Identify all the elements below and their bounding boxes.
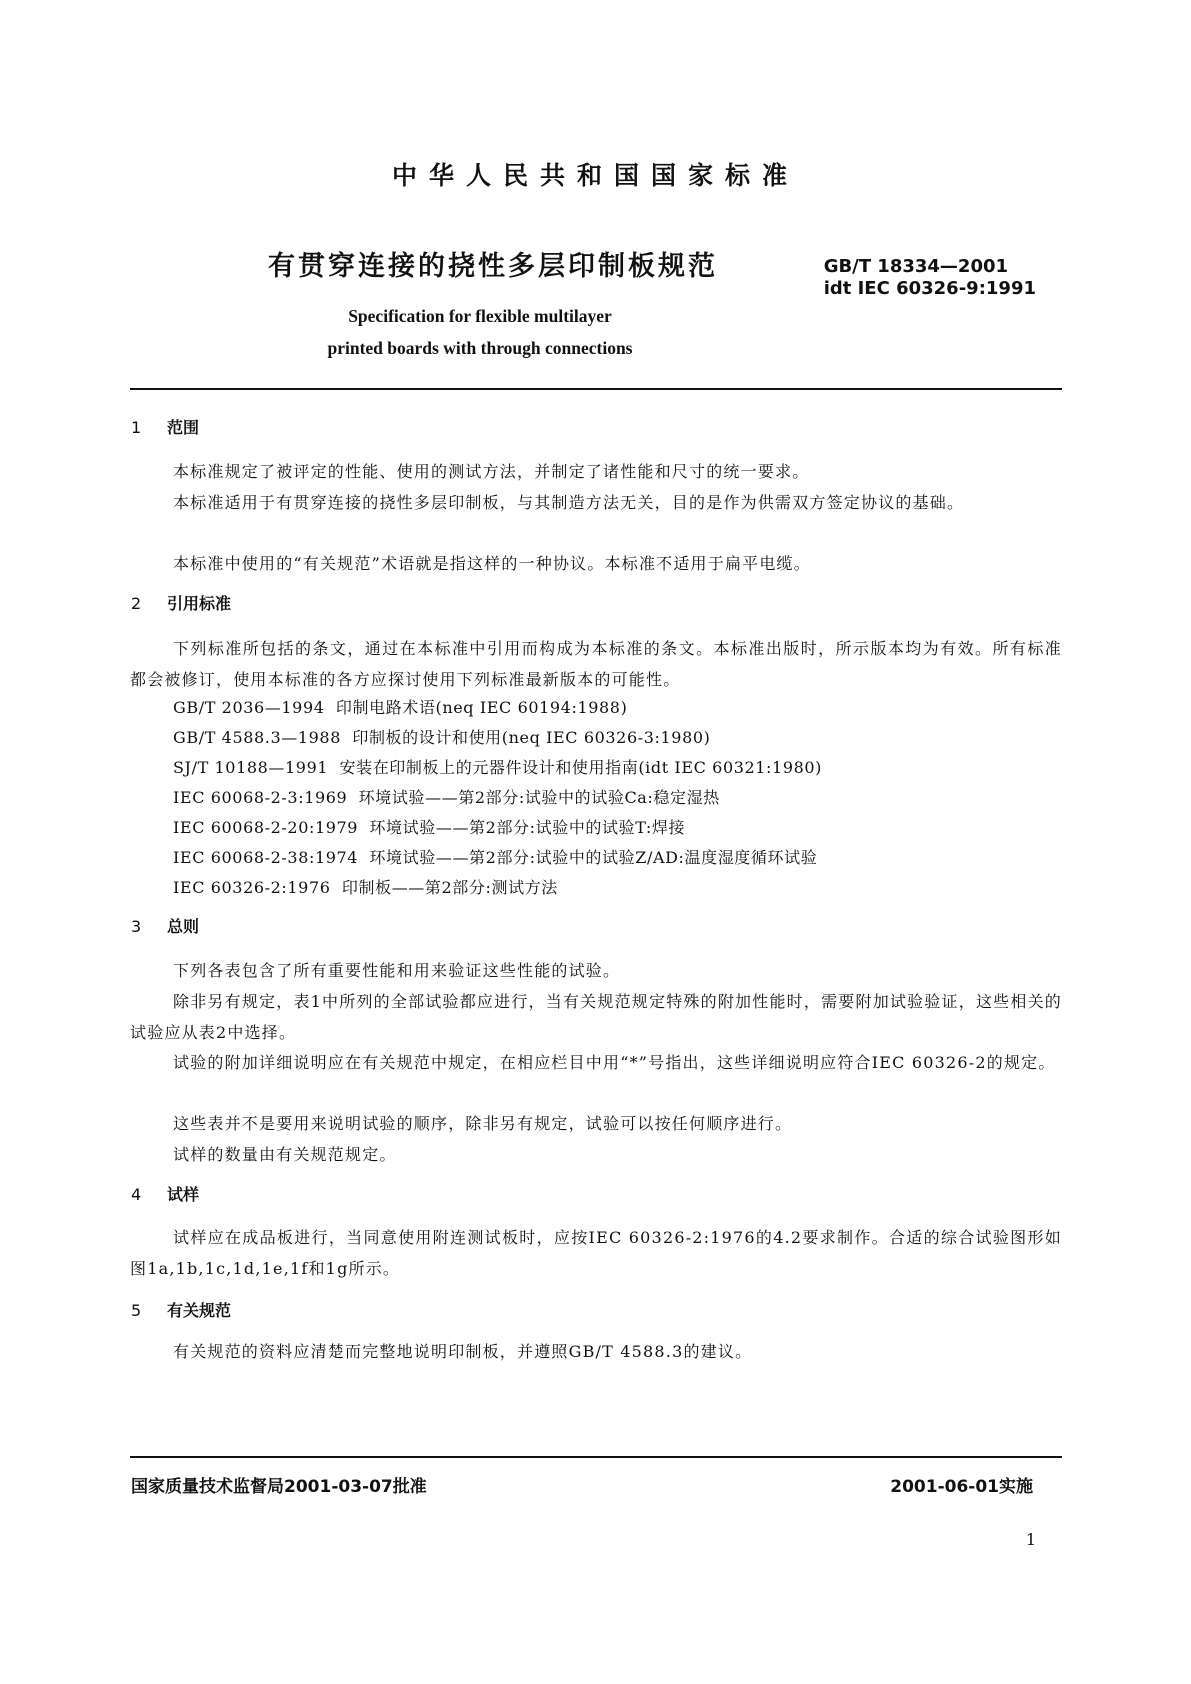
section-1-para-1: 本标准规定了被评定的性能、使用的测试方法，并制定了诸性能和尺寸的统一要求。 (173, 462, 810, 481)
english-title-line-2: printed boards with through connections (327, 338, 633, 358)
section-5-para-1: 有关规范的资料应清楚而完整地说明印制板，并遵照GB/T 4588.3的建议。 (173, 1342, 753, 1361)
standard-number: GB/T 18334—2001 (823, 256, 1009, 277)
section-number: 5 (131, 1301, 142, 1320)
section-4-heading (131, 1182, 199, 1205)
effective-date: 2001-06-01实施 (890, 1477, 1033, 1497)
section-3-para-5: 试样的数量由有关规范规定。 (173, 1145, 397, 1164)
section-number: 4 (131, 1185, 142, 1204)
section-3-para-3: 试验的附加详细说明应在有关规范中规定，在相应栏目中用“*”号指出，这些详细说明应符合IEC 60326-2的规定。 (173, 1053, 1056, 1072)
reference-item: IEC 60068-2-38:1974 环境试验——第2部分:试验中的试验Z/AD:温度湿度循环试验 (173, 848, 818, 867)
document-title: 有贯穿连接的挠性多层印制板规范 (268, 251, 718, 282)
reference-item: GB/T 4588.3—1988 印制板的设计和使用(neq IEC 60326-3:1980) (173, 728, 711, 747)
standard-number-block (824, 256, 1036, 300)
standard-equivalence: idt IEC 60326-9:1991 (823, 278, 1036, 299)
section-3-para-1: 下列各表包含了所有重要性能和用来验证这些性能的试验。 (173, 961, 621, 980)
section-title: 试样 (167, 1185, 200, 1204)
reference-item: IEC 60068-2-3:1969 环境试验——第2部分:试验中的试验Ca:稳定湿热 (173, 788, 720, 807)
section-title: 总则 (167, 917, 200, 936)
approval-line: 国家质量技术监督局2001-03-07批准 (131, 1477, 427, 1497)
reference-item: SJ/T 10188—1991 安装在印制板上的元器件设计和使用指南(idt IEC 60321:1980) (173, 758, 823, 777)
national-standard-heading: 中华人民共和国国家标准 (391, 161, 799, 190)
reference-item: GB/T 2036—1994 印制电路术语(neq IEC 60194:1988) (173, 698, 628, 717)
section-4-para-1: 试样应在成品板进行，当同意使用附连测试板时，应按IEC 60326-2:1976的4.2要求制作。合适的综合试验图形如图1a,1b,1c,1d,1e,1f和1g所示。 (130, 1228, 1062, 1278)
section-number: 1 (131, 418, 142, 437)
section-3-para-2: 除非另有规定，表1中所列的全部试验都应进行，当有关规范规定特殊的附加性能时，需要附加试验验证，这些相关的试验应从表2中选择。 (130, 992, 1062, 1042)
page-number: 1 (1025, 1530, 1036, 1549)
section-2-heading (131, 591, 231, 614)
section-5-heading (131, 1298, 231, 1321)
section-title: 范围 (167, 418, 200, 437)
section-3-heading (131, 914, 199, 937)
section-1-para-3: 本标准中使用的“有关规范”术语就是指这样的一种协议。本标准不适用于扁平电缆。 (173, 554, 811, 573)
section-number: 3 (131, 917, 142, 936)
section-title: 引用标准 (167, 594, 232, 613)
english-title (270, 300, 690, 364)
section-3-para-4: 这些表并不是要用来说明试验的顺序，除非另有规定，试验可以按任何顺序进行。 (173, 1114, 793, 1133)
footer-rule (130, 1456, 1062, 1458)
section-2-para-1: 下列标准所包括的条文，通过在本标准中引用而构成为本标准的条文。本标准出版时，所示版本均为有效。所有标准都会被修订，使用本标准的各方应探讨使用下列标准最新版本的可能性。 (130, 639, 1062, 689)
reference-item: IEC 60326-2:1976 印制板——第2部分:测试方法 (173, 878, 558, 897)
reference-item: IEC 60068-2-20:1979 环境试验——第2部分:试验中的试验T:焊接 (173, 818, 686, 837)
header-rule (130, 388, 1062, 390)
section-1-para-2: 本标准适用于有贯穿连接的挠性多层印制板，与其制造方法无关，目的是作为供需双方签定协议的基础。 (173, 493, 965, 512)
section-number: 2 (131, 594, 142, 613)
english-title-line-1: Specification for flexible multilayer (348, 306, 612, 326)
section-title: 有关规范 (167, 1301, 232, 1320)
section-1-heading (131, 415, 199, 438)
